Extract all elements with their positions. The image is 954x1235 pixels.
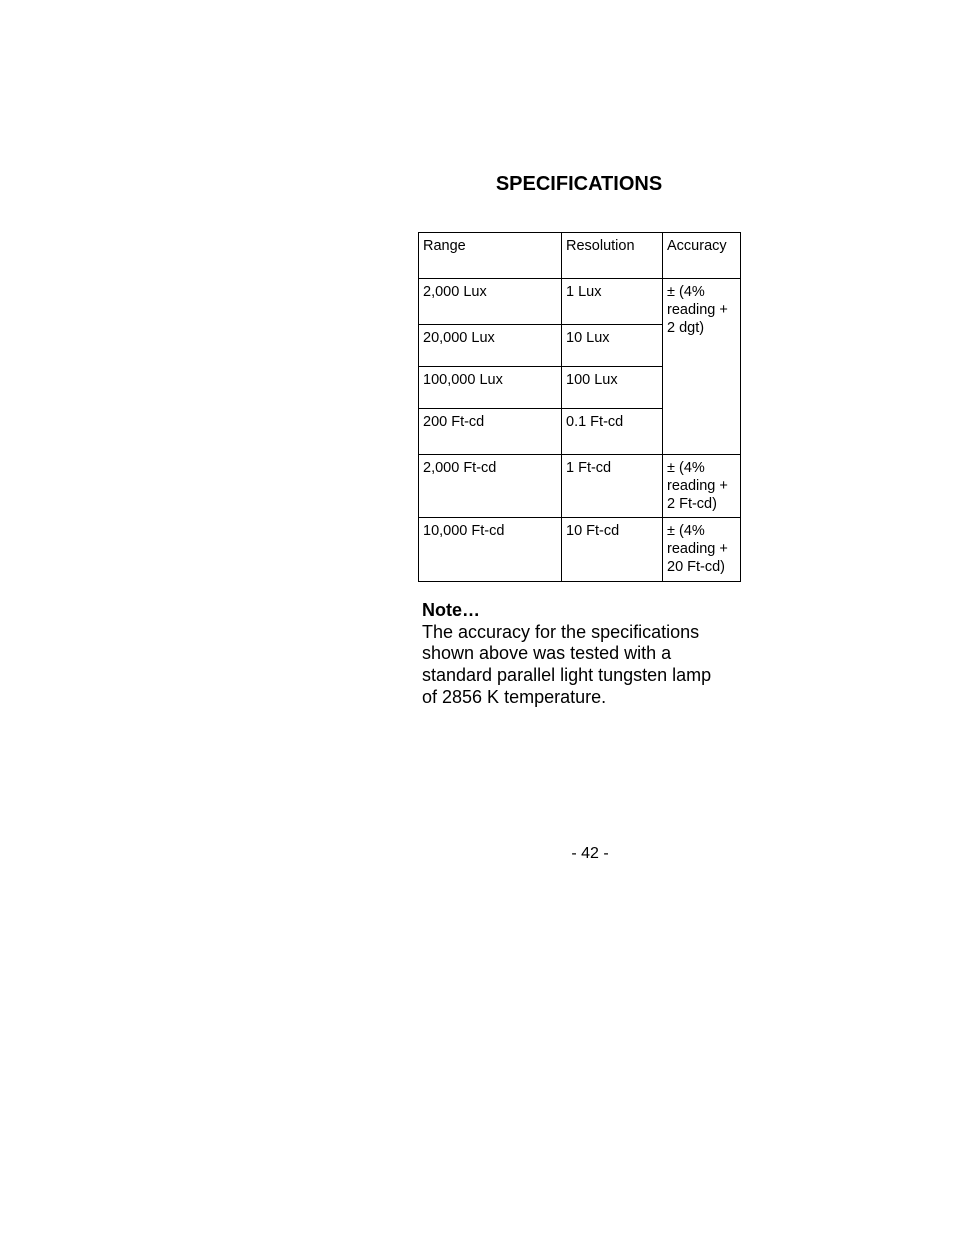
- range-cell: 200 Ft-cd: [419, 409, 562, 455]
- resolution-cell: 1 Lux: [562, 279, 663, 325]
- range-cell: 100,000 Lux: [419, 367, 562, 409]
- specifications-table: [418, 232, 741, 582]
- accuracy-line: reading +: [667, 302, 728, 318]
- table-header-row: [419, 233, 741, 279]
- accuracy-cell: [663, 455, 741, 518]
- table-row: [419, 518, 741, 582]
- table-row: [419, 455, 741, 518]
- note-block: [422, 600, 742, 709]
- note-line: The accuracy for the specifications: [422, 621, 700, 642]
- accuracy-line: 2 Ft-cd): [667, 496, 717, 512]
- accuracy-line: ± (4%: [667, 284, 705, 300]
- header-accuracy: Accuracy: [663, 233, 741, 279]
- page-title: SPECIFICATIONS: [495, 173, 663, 195]
- range-cell: 2,000 Lux: [419, 279, 562, 325]
- accuracy-line: reading +: [667, 478, 728, 494]
- note-title: Note…: [422, 600, 480, 620]
- accuracy-line: 2 dgt): [667, 320, 705, 336]
- accuracy-cell: [663, 518, 741, 582]
- resolution-cell: 100 Lux: [562, 367, 663, 409]
- accuracy-line: 20 Ft-cd): [667, 559, 726, 575]
- resolution-cell: 10 Lux: [562, 325, 663, 367]
- accuracy-line: ± (4%: [667, 460, 705, 476]
- page-number: - 42 -: [571, 845, 609, 862]
- resolution-cell: 1 Ft-cd: [562, 455, 663, 518]
- table-row: [419, 279, 741, 325]
- note-line: of 2856 K temperature.: [422, 686, 607, 707]
- note-line: standard parallel light tungsten lamp: [422, 665, 712, 686]
- accuracy-line: reading +: [667, 541, 728, 557]
- resolution-cell: 0.1 Ft-cd: [562, 409, 663, 455]
- range-cell: 20,000 Lux: [419, 325, 562, 367]
- resolution-cell: 10 Ft-cd: [562, 518, 663, 582]
- header-range: Range: [419, 233, 562, 279]
- range-cell: 10,000 Ft-cd: [419, 518, 562, 582]
- accuracy-cell: [663, 279, 741, 455]
- note-line: shown above was tested with a: [422, 643, 672, 664]
- range-cell: 2,000 Ft-cd: [419, 455, 562, 518]
- accuracy-line: ± (4%: [667, 523, 705, 539]
- header-resolution: Resolution: [562, 233, 663, 279]
